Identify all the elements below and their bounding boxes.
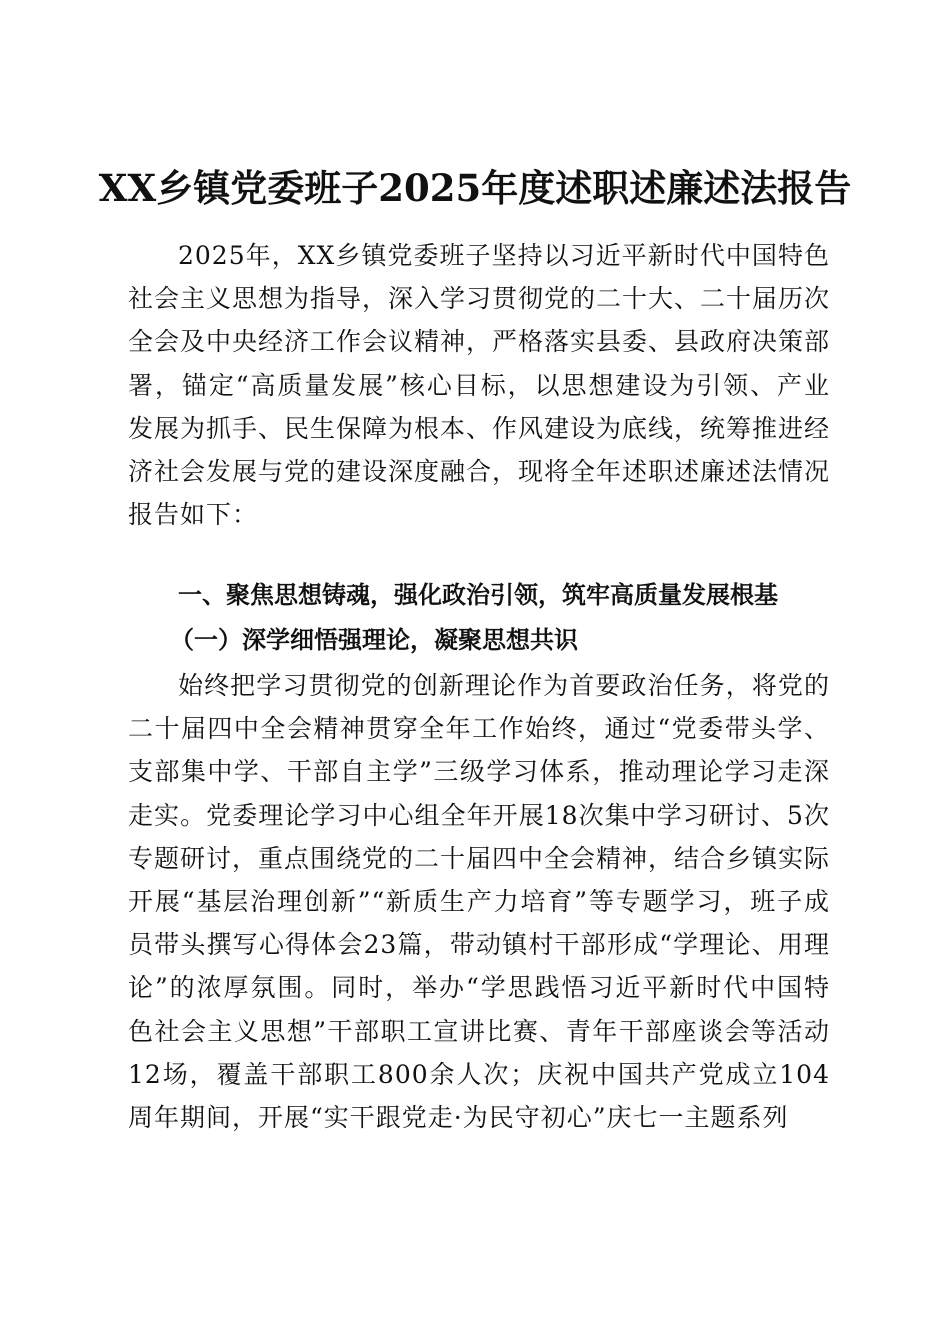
section-heading-1: 一、聚焦思想铸魂，强化政治引领，筑牢高质量发展根基 (178, 581, 778, 609)
subsection-paragraph-1: 始终把学习贯彻党的创新理论作为首要政治任务，将党的二十届四中全会精神贯穿全年工作始终，通过“党委带头学、支部集中学、干部自主学”三级学习体系，推动理论学习走深走实。党委理论学习中心组全年开展18次集中学习研讨、5次专题研讨，重点围绕党的二十届四中全会精神，结合乡镇实际开展“基层治理创新”“新质生产力培育”等专题学习，班子成员带头撰写心得体会23篇，带动镇村干部形成“学理论、用理论”的浓厚氛围。同时，举办“学思践悟习近平新时代中国特色社会主义思想”干部职工宣讲比赛、青年干部座谈会等活动12场，覆盖干部职工800余人次；庆祝中国共产党成立104周年期间，开展“实干跟党走·为民守初心”庆七一主题系列 (128, 671, 831, 1133)
subsection-heading-1: （一）深学细悟强理论，凝聚思想共识 (170, 625, 578, 654)
intro-paragraph: 2025年，XX乡镇党委班子坚持以习近平新时代中国特色社会主义思想为指导，深入学习贯彻党的二十大、二十届历次全会及中央经济工作会议精神，严格落实县委、县政府决策部署，锚定“高质量发展”核心目标，以思想建设为引领、产业发展为抓手、民生保障为根本、作风建设为底线，统筹推进经济社会发展与党的建设深度融合，现将全年述职述廉述法情况报告如下： (128, 241, 831, 530)
document-title: XX乡镇党委班子2025年度述职述廉述法报告 (98, 166, 852, 210)
